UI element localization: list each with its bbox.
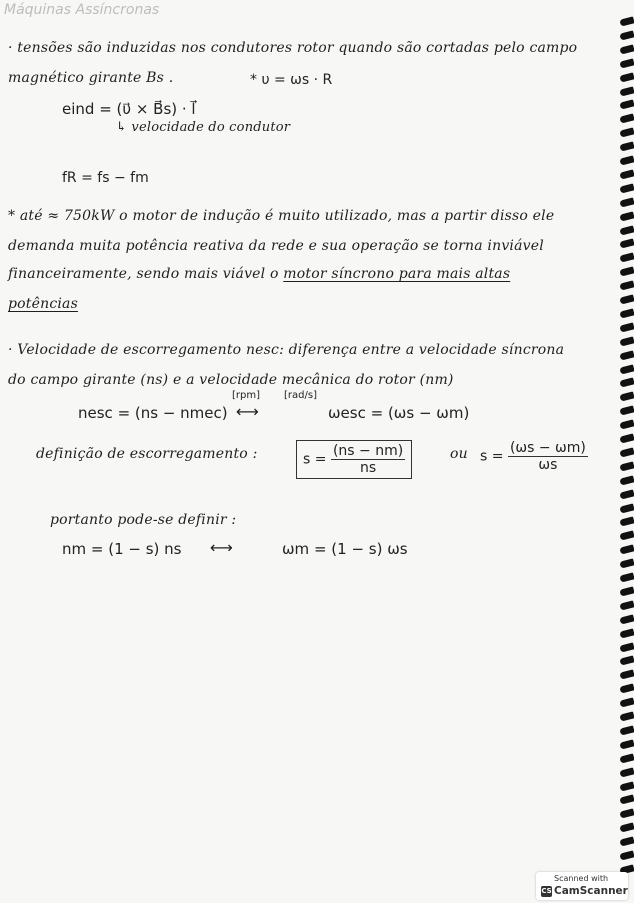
spiral-ring xyxy=(619,698,634,708)
text-line: · Velocidade de escorregamento nesc: diferença entre a velocidade síncrona xyxy=(8,342,565,358)
spiral-ring xyxy=(619,267,634,277)
spiral-ring xyxy=(619,642,634,652)
spiral-ring xyxy=(619,684,634,694)
camscanner-logo-icon: CS xyxy=(541,886,552,895)
double-arrow: ⟷ xyxy=(210,538,233,557)
spiral-ring xyxy=(619,837,634,847)
spiral-ring xyxy=(619,739,634,749)
text-line: · tensões são induzidas nos condutores rotor quando são cortadas pelo campo xyxy=(8,40,578,56)
definition-label: definição de escorregamento : xyxy=(36,446,258,462)
spiral-ring xyxy=(619,211,634,221)
unit-rads: [rad/s] xyxy=(284,390,317,401)
spiral-ring xyxy=(619,656,634,666)
spiral-ring xyxy=(619,781,634,791)
text-line: * até ≈ 750kW o motor de indução é muito utilizado, mas a partir disso ele xyxy=(8,208,555,224)
text-span: financeiramente, sendo mais viável o xyxy=(8,266,284,282)
slip-symbol: s = xyxy=(480,448,504,465)
equation-nesc: nesc = (ns − nmec) xyxy=(78,404,228,422)
fraction-numerator: (ωs − ωm) xyxy=(509,440,586,456)
spiral-ring xyxy=(619,100,634,110)
spiral-ring xyxy=(619,628,634,638)
spiral-ring xyxy=(619,253,634,263)
slip-fraction xyxy=(331,443,405,476)
alt-definition xyxy=(480,440,588,473)
equation-wm: ωm = (1 − s) ωs xyxy=(282,540,408,558)
spiral-ring xyxy=(619,169,634,179)
aside-formula: * υ = ωs · R xyxy=(250,72,333,88)
spiral-ring xyxy=(619,44,634,54)
spiral-ring xyxy=(619,489,634,499)
spiral-ring xyxy=(619,725,634,735)
text-line: magnético girante Bs . xyxy=(8,70,174,86)
spiral-ring xyxy=(619,670,634,680)
spiral-ring xyxy=(619,350,634,360)
spiral-ring xyxy=(619,517,634,527)
spiral-ring xyxy=(619,531,634,541)
spiral-ring xyxy=(619,336,634,346)
spiral-ring xyxy=(619,572,634,582)
spiral-ring xyxy=(619,58,634,68)
spiral-ring xyxy=(619,364,634,374)
or-label: ou xyxy=(450,446,468,462)
underlined-term: potências xyxy=(8,296,78,312)
spiral-ring xyxy=(619,433,634,443)
equation-note: ↳ velocidade do condutor xyxy=(116,120,291,135)
spiral-ring xyxy=(619,155,634,165)
spiral-ring xyxy=(619,767,634,777)
equation-wesc: ωesc = (ωs − ωm) xyxy=(328,404,470,422)
spiral-ring xyxy=(619,308,634,318)
watermark-caption: Scanned with xyxy=(554,874,609,883)
spiral-ring xyxy=(619,281,634,291)
spiral-ring xyxy=(619,823,634,833)
slip-symbol: s = xyxy=(303,451,327,468)
spiral-ring xyxy=(619,183,634,193)
spiral-ring xyxy=(619,586,634,596)
spiral-ring xyxy=(619,614,634,624)
spiral-ring xyxy=(619,447,634,457)
fraction-numerator: (ns − nm) xyxy=(332,443,404,459)
page-header-title: Máquinas Assíncronas xyxy=(4,2,160,18)
spiral-ring xyxy=(619,239,634,249)
spiral-ring xyxy=(619,392,634,402)
spiral-ring xyxy=(619,600,634,610)
spiral-ring xyxy=(619,503,634,513)
watermark-brand xyxy=(541,885,628,897)
spiral-ring xyxy=(619,795,634,805)
text-line: portanto pode-se definir : xyxy=(50,512,237,528)
spiral-ring xyxy=(619,753,634,763)
spiral-ring xyxy=(619,294,634,304)
spiral-ring xyxy=(619,128,634,138)
spiral-ring xyxy=(619,559,634,569)
camscanner-watermark xyxy=(536,872,628,900)
spiral-ring xyxy=(619,86,634,96)
spiral-ring xyxy=(619,322,634,332)
spiral-ring xyxy=(619,197,634,207)
spiral-ring xyxy=(619,142,634,152)
spiral-ring xyxy=(619,420,634,430)
spiral-ring xyxy=(619,30,634,40)
spiral-ring xyxy=(619,72,634,82)
spiral-ring xyxy=(619,225,634,235)
watermark-brand-text: CamScanner xyxy=(554,885,628,897)
slip-fraction-omega xyxy=(508,440,588,473)
spiral-ring xyxy=(619,461,634,471)
double-arrow: ⟷ xyxy=(236,402,259,421)
spiral-ring xyxy=(619,378,634,388)
spiral-ring xyxy=(619,406,634,416)
underlined-term: motor síncrono para mais altas xyxy=(283,266,511,282)
text-line: demanda muita potência reativa da rede e sua operação se torna inviável xyxy=(8,238,544,254)
fraction-denominator: ωs xyxy=(538,457,558,473)
spiral-ring xyxy=(619,545,634,555)
spiral-ring xyxy=(619,809,634,819)
fraction-denominator: ns xyxy=(359,460,377,476)
spiral-ring xyxy=(619,850,634,860)
spiral-ring xyxy=(619,475,634,485)
unit-rpm: [rpm] xyxy=(232,390,261,401)
spiral-ring xyxy=(619,114,634,124)
spiral-binding xyxy=(614,18,634,878)
text-line xyxy=(8,266,510,282)
equation-eind: eind = (υ⃗ × B⃗s) · l⃗ xyxy=(62,100,196,118)
equation-nm: nm = (1 − s) ns xyxy=(62,540,182,558)
spiral-ring xyxy=(619,711,634,721)
text-line: do campo girante (ns) e a velocidade mecânica do rotor (nm) xyxy=(8,372,454,388)
equation-fr: fR = fs − fm xyxy=(62,170,149,186)
spiral-ring xyxy=(619,16,634,26)
boxed-definition xyxy=(296,440,412,479)
